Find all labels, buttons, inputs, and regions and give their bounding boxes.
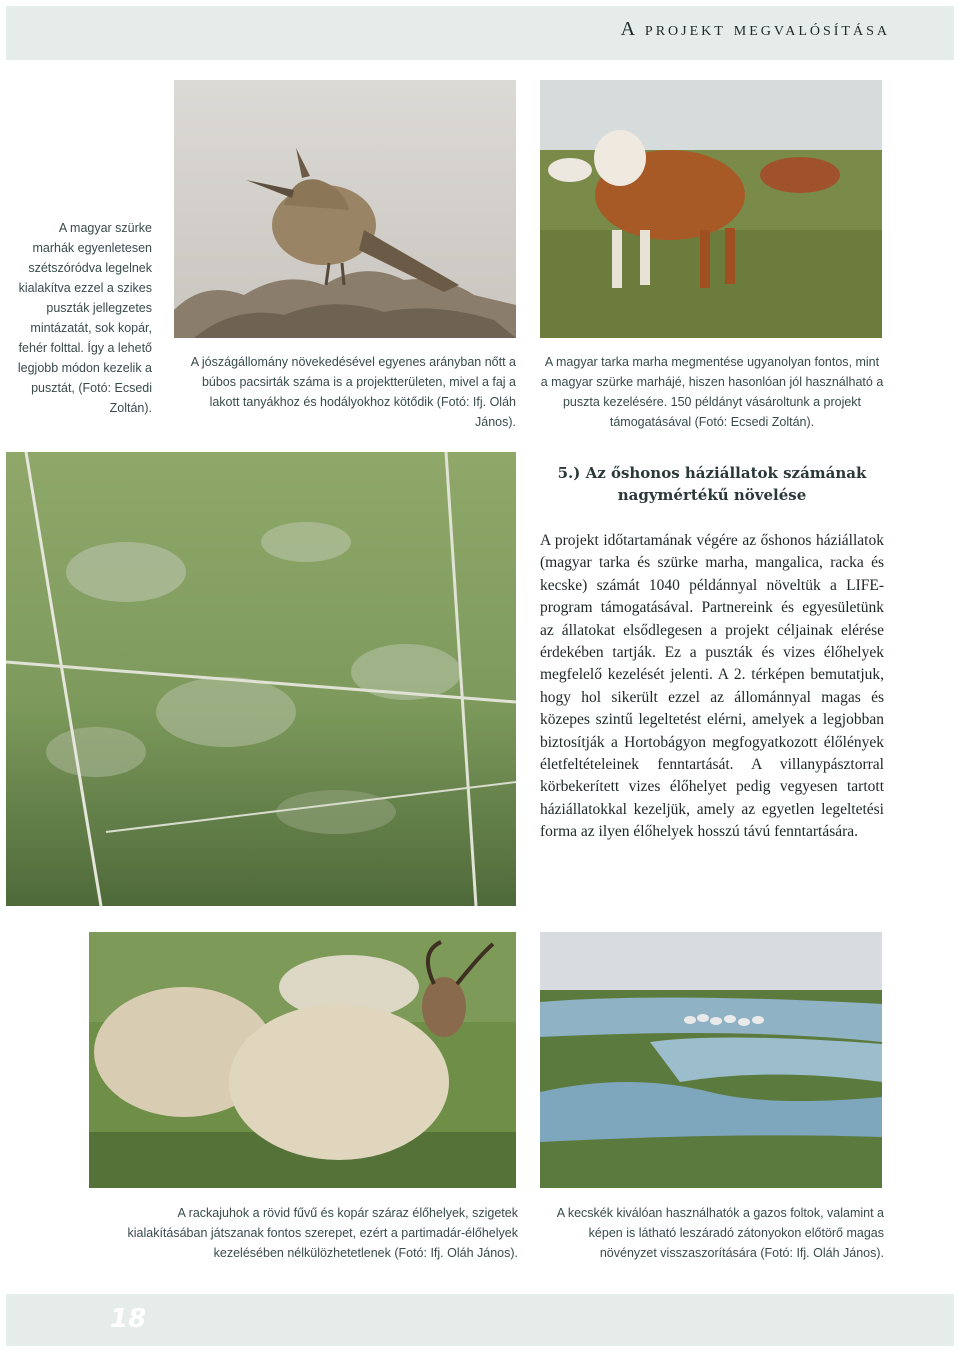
photo-cow <box>540 80 882 338</box>
photo-goats-wetland <box>540 932 882 1188</box>
photo-aerial-pasture <box>6 452 516 906</box>
page-number: 18 <box>110 1304 147 1334</box>
section-title-line2: nagymértékű növelése <box>617 486 807 504</box>
page-header-title: A projekt megvalósítása <box>620 18 890 40</box>
photo-racka-sheep <box>89 932 516 1188</box>
caption-goats: A kecskék kiválóan használhatók a gazos foltok, valamint a képen is látható leszáradó zátonyokon előtörő magas növényzet visszaszorítására (Fotó: Ifj. Oláh János). <box>556 1206 884 1260</box>
footer-band <box>6 1294 954 1346</box>
section-title-line1: 5.) Az őshonos háziállatok számának <box>557 464 867 482</box>
section-title <box>540 462 884 506</box>
photo-crested-lark <box>174 80 516 338</box>
caption-cow: A magyar tarka marha megmentése ugyanolyan fontos, mint a magyar szürke marhájé, hiszen hasonlóan jól használható a puszta kezelésére. 150 példányt vásároltunk a projekt támogatásával (Fotó: Ecsedi Zoltán). <box>540 355 884 429</box>
caption-grey-cattle: A magyar szürke marhák egyenletesen szétszóródva legelnek kialakítva ezzel a szikes puszták jellegzetes mintázatát, sok kopár, fehér folttal. Így a lehető legjobb módon kezelik a pusztát, (Fotó: Ecsedi Zoltán). <box>17 221 152 415</box>
section-body: A projekt időtartamának végére az őshonos háziállatok (magyar tarka és szürke marha, mangalica, racka és kecske) számát 1040 példánnyal növeltük a LIFE-program támogatásával. Partnereink és egyesületünk az állatokat elsődlegesen a projekt céljainak elérése érdekében tartják. Ez a puszták és vizes élőhelyek megfelelő kezelését jelenti. A 2. térképen bemutatjuk, hogy hol sikerült ezzel az állománnyal magas és közepes szintű legeltetést elérni, amelyek a legjobban biztosítják a Hortobágyon megfogyatkozott élőlények életfeltételeinek fenntartását. A villanypásztorral körbekerített vizes élőhelyet pedig vegyesen tartott háziállatokkal kezeljük, amely az egyetlen legeltetési forma az ilyen élőhelyek hosszú távú fenntartására. <box>540 532 884 841</box>
caption-sheep: A rackajuhok a rövid fűvű és kopár száraz élőhelyek, szigetek kialakításában játszanak fontos szerepet, ezért a partimadár-élőhelyek kezelésében nélkülözhetetlenek (Fotó: Ifj. Oláh János). <box>127 1206 518 1260</box>
caption-lark: A jószágállomány növekedésével egyenes arányban nőtt a búbos pacsirták száma is a projektterületen, mivel a faj a lakott tanyákhoz és hodályokhoz kötődik (Fotó: Ifj. Oláh János). <box>190 355 516 429</box>
